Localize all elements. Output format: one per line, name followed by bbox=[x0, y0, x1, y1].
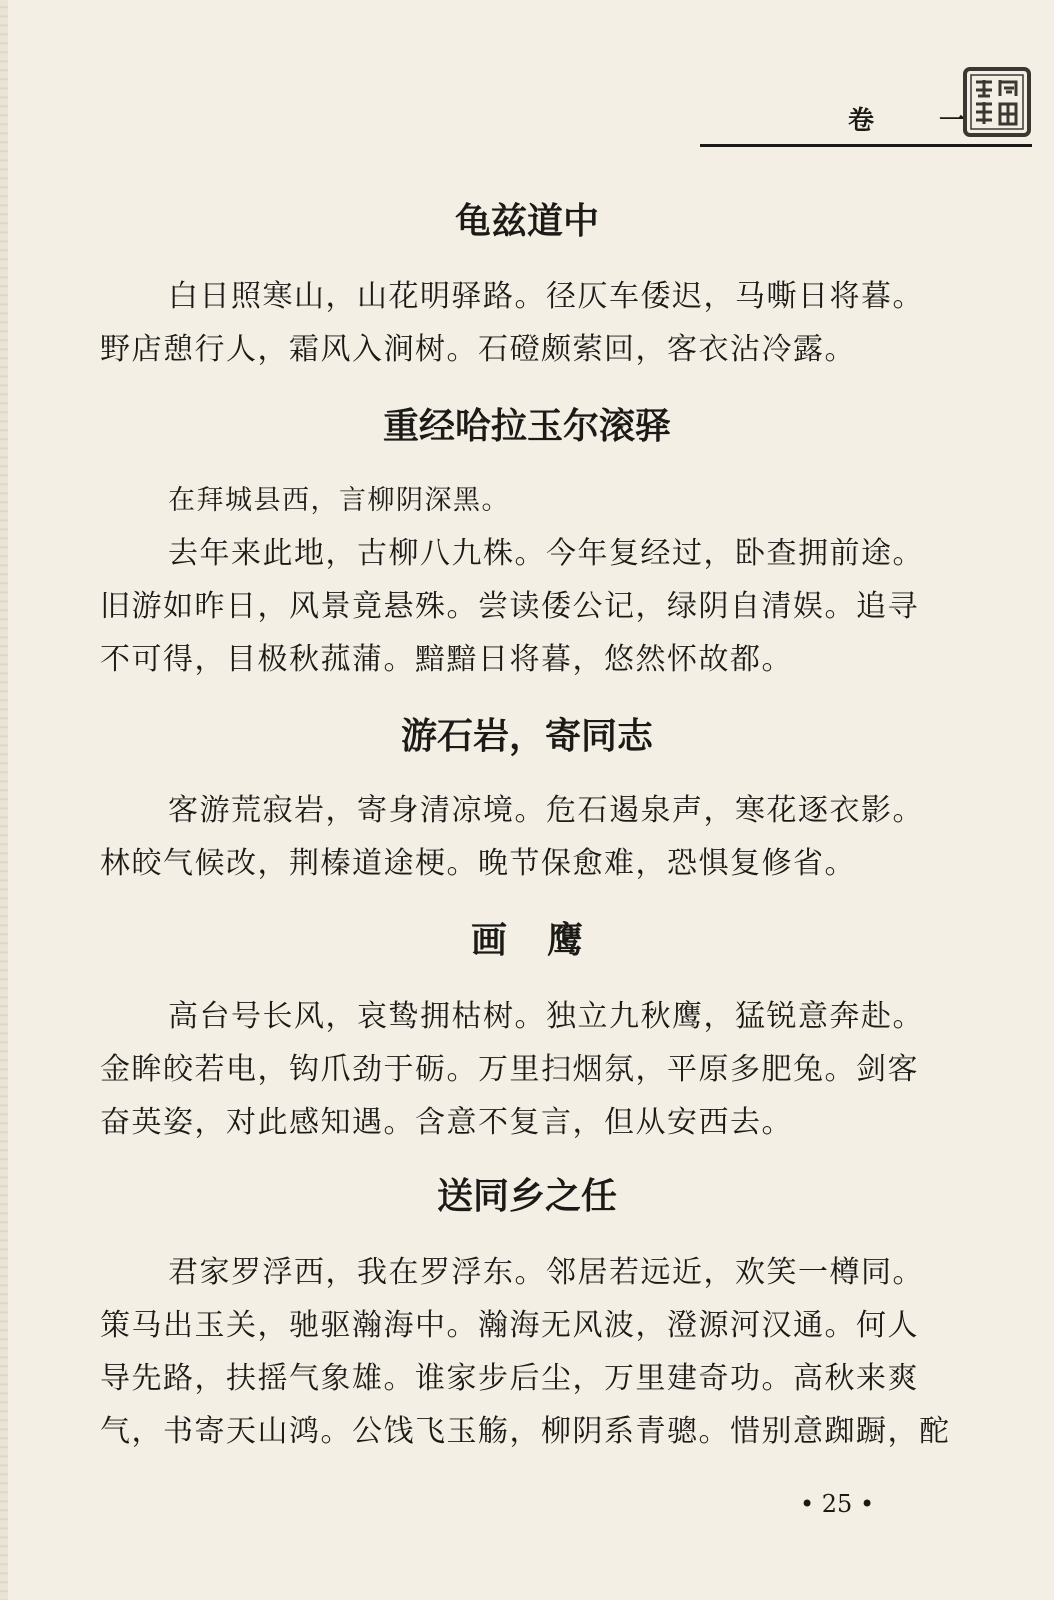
poem-line: 君家罗浮西，我在罗浮东。邻居若远近，欢笑一樽同。 bbox=[168, 1255, 924, 1290]
poem-title: 送同乡之任 bbox=[436, 1175, 617, 1217]
poem-note bbox=[100, 474, 936, 527]
poem-line: 白日照寒山，山花明驿路。径仄车倭迟，马嘶日将暮。 bbox=[168, 279, 924, 314]
poem-body bbox=[100, 784, 936, 890]
poem-line: 不可得，目极秋菰蒲。黯黯日将暮，悠然怀故都。 bbox=[100, 642, 793, 677]
poem-line: 导先路，扶摇气象雄。谁家步后尘，万里建奇功。高秋来爽 bbox=[100, 1361, 919, 1396]
poem-line: 去年来此地，古柳八九株。今年复经过，卧查拥前途。 bbox=[168, 536, 924, 571]
poem-line: 林皎气候改，荆榛道途梗。晚节保愈难，恐惧复修省。 bbox=[100, 846, 856, 881]
poem-line: 高台号长风，哀鸷拥枯树。独立九秋鹰，猛锐意奔赴。 bbox=[168, 999, 924, 1034]
poem-title: 重经哈拉玉尔滚驿 bbox=[382, 405, 671, 447]
poem-line: 气，书寄天山鸿。公饯飞玉觞，柳阴系青骢。惜别意踟蹰，酡 bbox=[100, 1414, 951, 1449]
poem-line: 旧游如昨日，风景竟悬殊。尝读倭公记，绿阴自清娱。追寻 bbox=[100, 589, 919, 624]
poem-line: 策马出玉关，驰驱瀚海中。瀚海无风波，澄源河汉通。何人 bbox=[100, 1308, 919, 1343]
volume-label: 卷 一 bbox=[848, 106, 994, 136]
poem-line: 奋英姿，对此感知遇。含意不复言，但从安西去。 bbox=[100, 1105, 793, 1140]
poem-line: 金眸皎若电，钩爪劲于砺。万里扫烟氛，平原多肥兔。剑客 bbox=[100, 1052, 919, 1087]
header-rule bbox=[700, 144, 1032, 147]
poem-note-line: 在拜城县西，言柳阴深黑。 bbox=[168, 485, 510, 516]
poem-body bbox=[100, 527, 936, 686]
poem-body bbox=[100, 270, 936, 376]
poem-line: 野店憩行人，霜风入涧树。石磴颇萦回，客衣沾冷露。 bbox=[100, 332, 856, 367]
poem-title: 龟兹道中 bbox=[454, 200, 599, 242]
poem-title: 游石岩，寄同志 bbox=[400, 715, 653, 757]
page-number: • 25 • bbox=[800, 1490, 875, 1518]
seal-stamp-icon bbox=[962, 66, 1032, 138]
poem-line: 客游荒寂岩，寄身清凉境。危石遏泉声，寒花逐衣影。 bbox=[168, 793, 924, 828]
poem-body bbox=[100, 990, 936, 1149]
poem-title: 画鹰 bbox=[470, 919, 623, 961]
poem-body bbox=[100, 1246, 951, 1458]
